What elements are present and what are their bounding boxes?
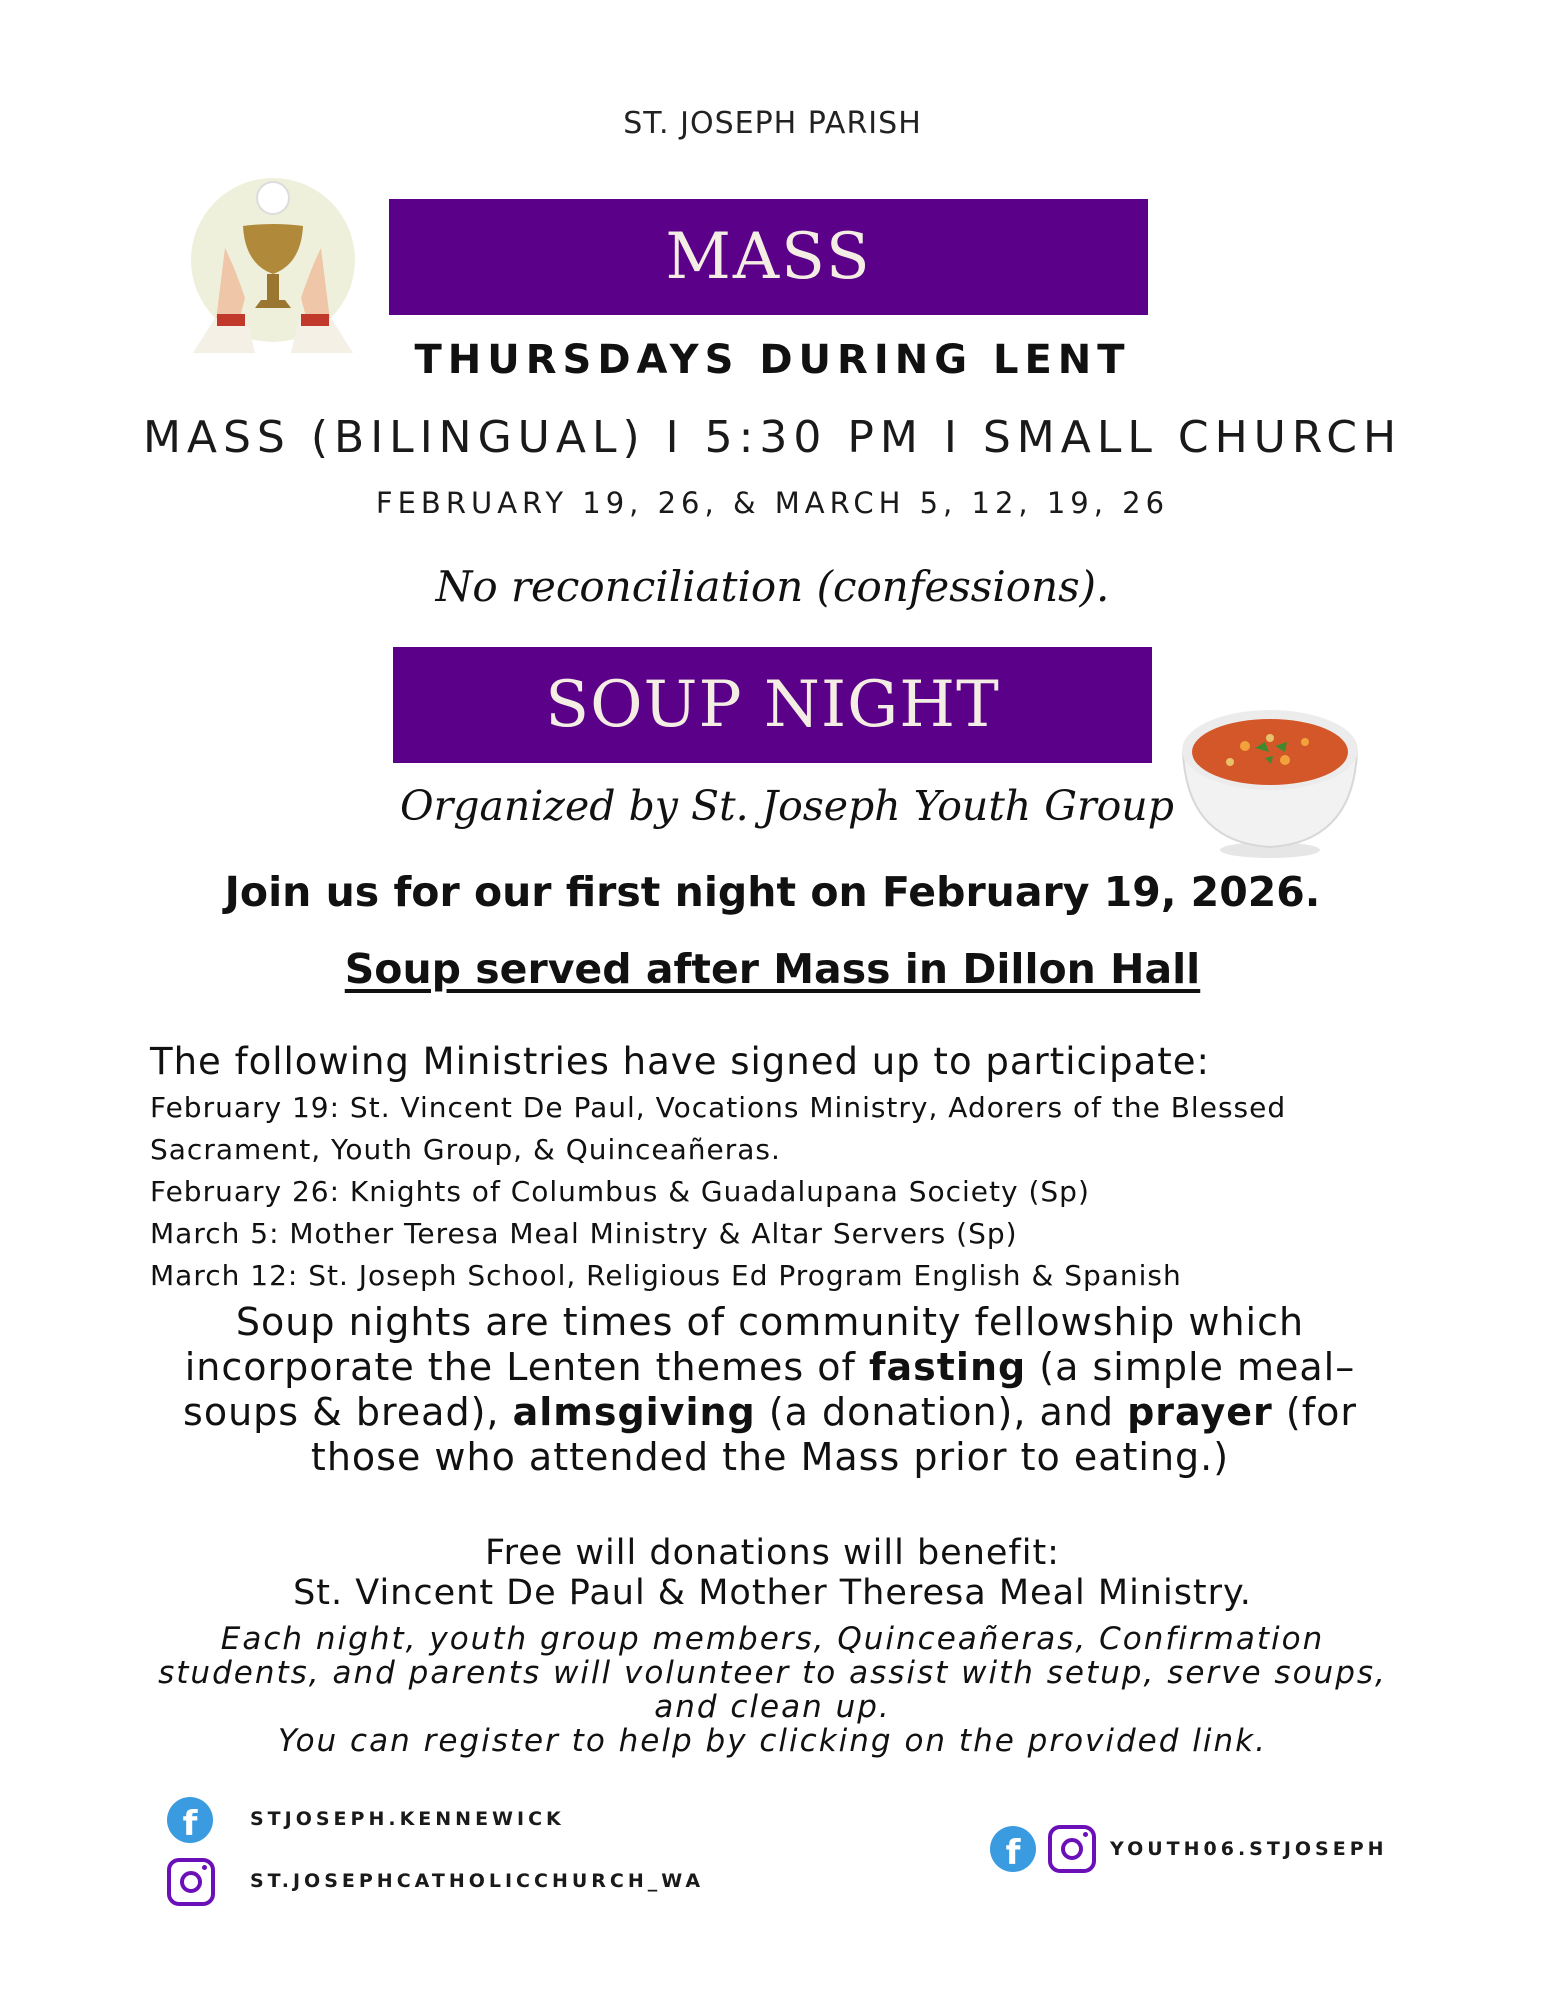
fasting-keyword: fasting [868, 1345, 1027, 1389]
mass-subtitle: THURSDAYS DURING LENT [414, 337, 1131, 383]
mass-dates: FEBRUARY 19, 26, & MARCH 5, 12, 19, 26 [375, 486, 1170, 520]
volunteer-description: Each night, youth group members, Quinceañeras, Confirmation students, and parents will volunteer to assist with setup, serve soups, and clean up. [158, 1621, 1387, 1725]
mass-details: MASS (BILINGUAL) I 5:30 PM I SMALL CHURCH [142, 412, 1403, 463]
soup-location: Soup served after Mass in Dillon Hall [344, 945, 1201, 993]
volunteer-info [140, 1622, 1405, 1758]
prayer-keyword: prayer [1127, 1390, 1273, 1434]
ministry-line: Sacrament, Youth Group, & Quinceañeras. [150, 1133, 781, 1166]
fellowship-text: (a simple meal– soups & bread), [183, 1345, 1356, 1434]
soup-night-banner: SOUP NIGHT [393, 647, 1152, 763]
ministries-heading: The following Ministries have signed up to participate: [150, 1040, 1211, 1083]
facebook-handle[interactable]: STJOSEPH.KENNEWICK [250, 1808, 565, 1830]
youth-handle[interactable]: YOUTH06.STJOSEPH [1110, 1838, 1388, 1860]
donations-heading: Free will donations will benefit: [485, 1533, 1060, 1573]
mass-banner: MASS [389, 199, 1148, 315]
reconciliation-note: No reconciliation (confessions). [435, 562, 1110, 611]
fellowship-text: (for those who attended the Mass prior to eating.) [310, 1390, 1357, 1479]
almsgiving-keyword: almsgiving [512, 1390, 756, 1434]
organized-by: Organized by St. Joseph Youth Group [400, 782, 1174, 830]
chalice-icon [185, 178, 355, 353]
fellowship-text: (a donation), and [755, 1390, 1128, 1434]
fellowship-description [140, 1300, 1400, 1480]
instagram-icon[interactable] [167, 1858, 215, 1906]
ministry-line: February 26: Knights of Columbus & Guadalupana Society (Sp) [150, 1175, 1090, 1208]
ministries-list [150, 1040, 1480, 1297]
ministry-line: March 12: St. Joseph School, Religious Ed Program English & Spanish [150, 1259, 1182, 1292]
register-note: You can register to help by clicking on the provided link. [278, 1723, 1267, 1759]
ministry-line: March 5: Mother Teresa Meal Ministry & Altar Servers (Sp) [150, 1217, 1018, 1250]
facebook-icon[interactable]: f [167, 1797, 213, 1843]
donations-info [0, 1533, 1545, 1613]
fellowship-text: Soup nights are times of community fellowship which incorporate the Lenten themes of [184, 1300, 1305, 1389]
soup-bowl-icon [1175, 702, 1365, 862]
youth-instagram-icon[interactable] [1048, 1825, 1096, 1873]
first-night-announcement: Join us for our first night on February 19, 2026. [224, 868, 1321, 916]
donations-beneficiaries: St. Vincent De Paul & Mother Theresa Meal Ministry. [293, 1573, 1252, 1613]
parish-name: ST. JOSEPH PARISH [623, 106, 922, 141]
youth-facebook-icon[interactable]: f [990, 1826, 1036, 1872]
ministry-line: February 19: St. Vincent De Paul, Vocations Ministry, Adorers of the Blessed [150, 1091, 1287, 1124]
instagram-handle[interactable]: ST.JOSEPHCATHOLICCHURCH_WA [250, 1870, 705, 1892]
